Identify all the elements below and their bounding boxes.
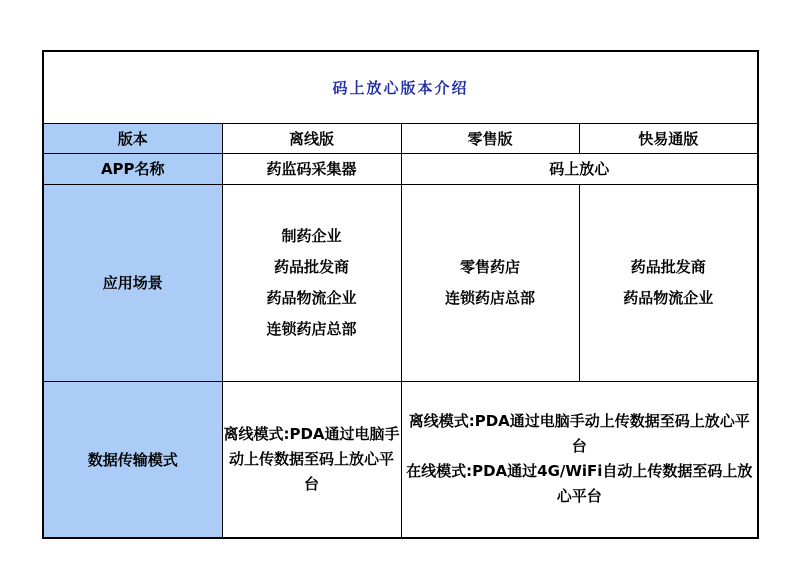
- scene-line: 药品物流企业: [623, 288, 714, 307]
- data-mode-offline-cell: 离线模式:PDA通过电脑手动上传数据至码上放心平台: [222, 381, 401, 538]
- row-label-app-name: APP名称: [43, 153, 222, 184]
- mode-line: 离线模式:PDA通过电脑手动上传数据至码上放心平台: [408, 412, 750, 456]
- scene-line: 连锁药店总部: [444, 288, 535, 307]
- scene-line: 零售药店: [459, 257, 520, 276]
- app-scene-retail-cell: [401, 184, 579, 381]
- scene-line: 药品批发商: [273, 257, 349, 276]
- column-header-offline: 离线版: [222, 123, 401, 153]
- data-mode-row: [43, 381, 758, 538]
- row-label-version: 版本: [43, 123, 222, 153]
- app-name-row: [43, 153, 758, 184]
- page-title: 码上放心版本介绍: [43, 51, 758, 123]
- column-header-retail: 零售版: [401, 123, 579, 153]
- data-mode-merged-cell: [401, 381, 758, 538]
- scene-line: 药品批发商: [630, 257, 706, 276]
- title-row: [43, 51, 758, 123]
- app-name-merged-cell: 码上放心: [401, 153, 758, 184]
- app-scene-kuaiyitong-cell: [579, 184, 758, 381]
- row-label-app-scene: 应用场景: [43, 184, 222, 381]
- version-header-row: [43, 123, 758, 153]
- scene-line: 药品物流企业: [266, 288, 357, 307]
- row-label-data-mode: 数据传输模式: [43, 381, 222, 538]
- app-scene-offline-cell: [222, 184, 401, 381]
- scene-line: 连锁药店总部: [266, 319, 357, 338]
- version-intro-table: [42, 50, 759, 539]
- mode-line: 在线模式:PDA通过4G/WiFi自动上传数据至码上放心平台: [406, 462, 753, 506]
- app-scene-row: [43, 184, 758, 381]
- app-name-offline-cell: 药监码采集器: [222, 153, 401, 184]
- column-header-kuaiyitong: 快易通版: [579, 123, 758, 153]
- scene-line: 制药企业: [281, 226, 342, 245]
